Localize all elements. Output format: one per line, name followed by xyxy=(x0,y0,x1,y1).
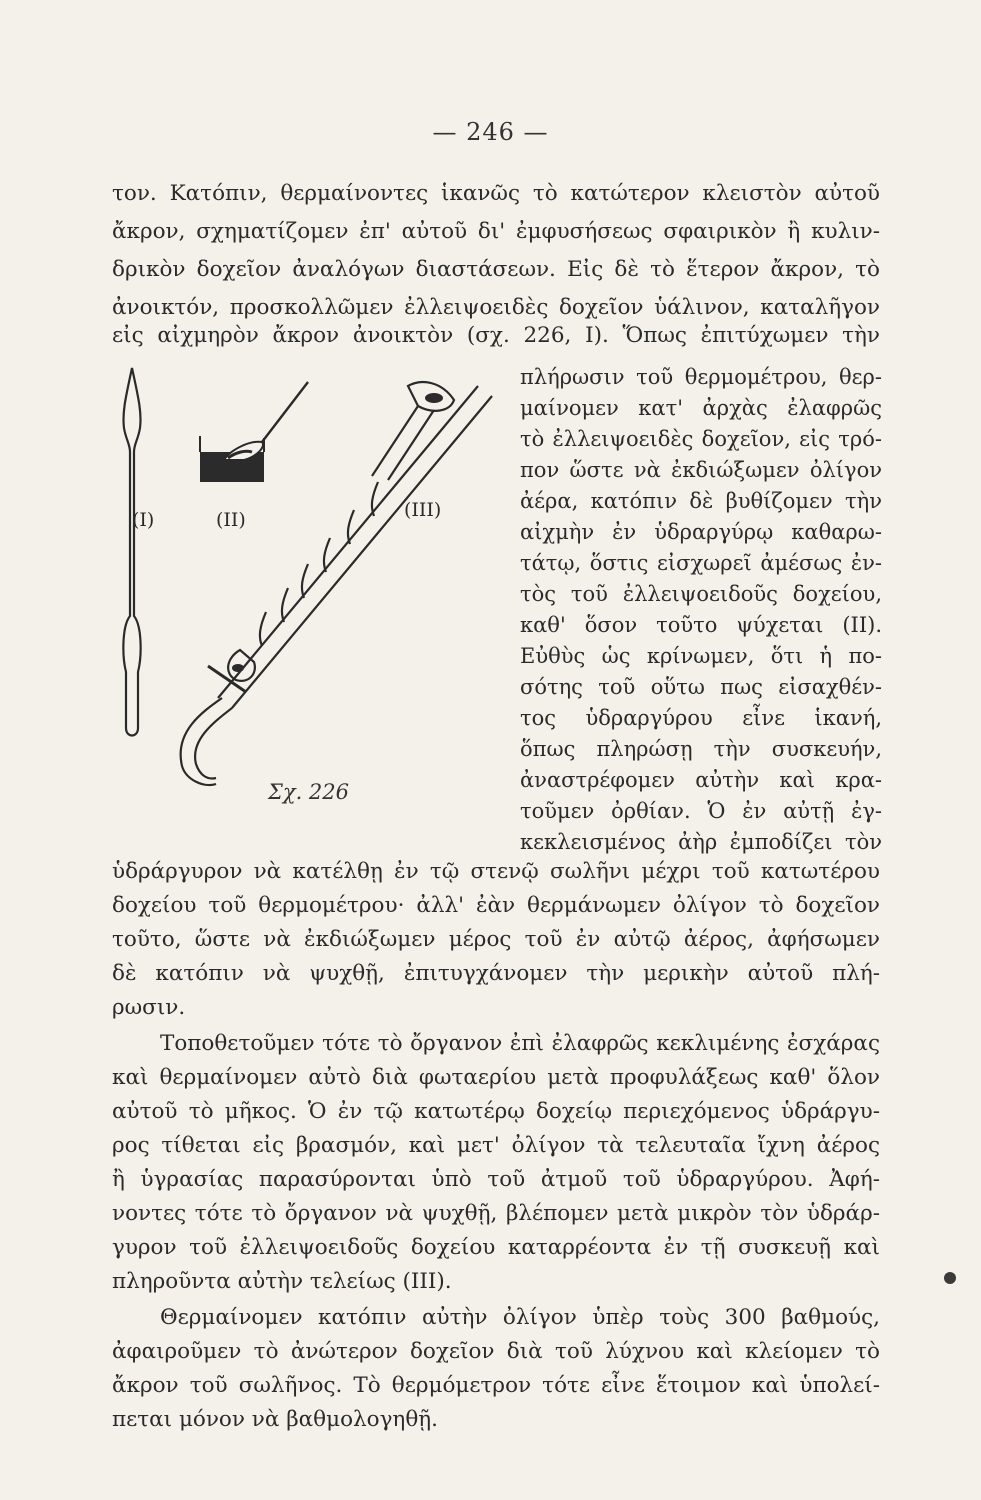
column-line: τοῦμεν ὀρθίαν. Ὁ ἐν αὐτῇ ἐγ- xyxy=(520,799,882,823)
text-line: τον. Κατόπιν, θερμαίνοντες ἱκανῶς τὸ κατώτερον κλειστὸν αὐτοῦ xyxy=(112,181,880,206)
thermometer-one-drawing xyxy=(123,368,140,736)
text-line: γυρον τοῦ ἐλλειψοειδοῦς δοχείου καταρρέοντα ἐν τῇ συσκευῇ καὶ xyxy=(112,1235,880,1260)
text-line: νοντες τότε τὸ ὄργανον νὰ ψυχθῇ, βλέπομεν μετὰ μικρὸν τὸν ὑδράρ- xyxy=(112,1201,880,1226)
column-line: τος ὑδραργύρου εἶνε ἱκανή, xyxy=(520,706,882,730)
column-line: πλήρωσιν τοῦ θερμομέτρου, θερ- xyxy=(520,365,882,389)
text-line: ἀφαιροῦμεν τὸ ἀνώτερον δοχεῖον διὰ τοῦ λύχνου καὶ κλείομεν τὸ xyxy=(112,1339,880,1364)
text-line: αὐτοῦ τὸ μῆκος. Ὁ ἐν τῷ κατωτέρῳ δοχείῳ περιεχόμενος ὑδράργυ- xyxy=(112,1099,880,1124)
figure-label-three: (III) xyxy=(404,499,442,521)
text-line: ἀνοικτόν, προσκολλῶμεν ἐλλειψοειδὲς δοχεῖον ὑάλινον, καταλῆγον xyxy=(112,295,880,320)
text-line: ὑδράργυρον νὰ κατέλθῃ ἐν τῷ στενῷ σωλῆνι μέχρι τοῦ κατωτέρου xyxy=(112,859,880,884)
inclined-tube-drawing xyxy=(181,382,492,785)
text-line: ρος τίθεται εἰς βρασμόν, καὶ μετ' ὀλίγον τὰ τελευταῖα ἴχνη ἀέρος xyxy=(112,1133,880,1158)
column-line: καθ' ὅσον τοῦτο ψύχεται (ΙΙ). xyxy=(520,613,882,637)
column-line: τὸ ἐλλειψοειδὲς δοχεῖον, εἰς τρό- xyxy=(520,427,882,451)
text-line: Τοποθετοῦμεν τότε τὸ ὄργανον ἐπὶ ἐλαφρῶς κεκλιμένης ἐσχάρας xyxy=(160,1031,880,1056)
column-line: πον ὥστε νὰ ἐκδιώξωμεν ὀλίγον xyxy=(520,458,882,482)
mercury-dish-drawing xyxy=(200,382,308,482)
text-line: δρικὸν δοχεῖον ἀναλόγων διαστάσεων. Εἰς δὲ τὸ ἕτερον ἄκρον, τὸ xyxy=(112,257,880,282)
figure-label-two: (II) xyxy=(216,509,246,531)
page-number: — 246 — xyxy=(432,118,549,146)
thermometer-illustration xyxy=(112,356,512,796)
column-line: αἰχμὴν ἐν ὑδραργύρῳ καθαρω- xyxy=(520,520,882,544)
column-line: Εὐθὺς ὡς κρίνωμεν, ὅτι ἡ πο- xyxy=(520,644,882,668)
text-line: ἄκρον τοῦ σωλῆνος. Τὸ θερμόμετρον τότε εἶνε ἕτοιμον καὶ ὑπολεί- xyxy=(112,1373,880,1398)
figure-label-one: (I) xyxy=(132,509,155,531)
text-line: πεται μόνον νὰ βαθμολογηθῇ. xyxy=(112,1407,438,1432)
column-line: ὅπως πληρώσῃ τὴν συσκευήν, xyxy=(520,737,882,761)
mercury-drops-drawing xyxy=(232,393,443,672)
text-line: δοχείου τοῦ θερμομέτρου· ἀλλ' ἐὰν θερμάνωμεν ὀλίγον τὸ δοχεῖον xyxy=(112,893,880,918)
text-line: ἢ ὑγρασίας παρασύρονται ὑπὸ τοῦ ἀτμοῦ τοῦ ὑδραργύρου. Ἀφή- xyxy=(112,1167,880,1192)
text-line: ρωσιν. xyxy=(112,995,186,1020)
text-line: πληροῦντα αὐτὴν τελείως (ΙΙΙ). xyxy=(112,1269,452,1294)
figure-caption: Σχ. 226 xyxy=(268,780,350,804)
text-line: τοῦτο, ὥστε νὰ ἐκδιώξωμεν μέρος τοῦ ἐν αὐτῷ ἀέρος, ἀφήσωμεν xyxy=(112,927,880,952)
column-line: μαίνομεν κατ' ἀρχὰς ἐλαφρῶς xyxy=(520,396,882,420)
column-line: κεκλεισμένος ἀὴρ ἐμποδίζει τὸν xyxy=(520,830,882,854)
text-line: καὶ θερμαίνομεν αὐτὸ διὰ φωταερίου μετὰ προφυλάξεως καθ' ὅλον xyxy=(112,1065,880,1090)
column-line: ἀναστρέφομεν αὐτὴν καὶ κρα- xyxy=(520,768,882,792)
column-line: τὸς τοῦ ἐλλειψοειδοῦς δοχείου, xyxy=(520,582,882,606)
column-line: τάτῳ, ὅστις εἰσχωρεῖ ἀμέσως ἐν- xyxy=(520,551,882,575)
text-line: εἰς αἰχμηρὸν ἄκρον ἀνοικτὸν (σχ. 226, Ι). Ὅπως ἐπιτύχωμεν τὴν xyxy=(112,323,880,348)
text-line: ἄκρον, σχηματίζομεν ἐπ' αὐτοῦ δι' ἐμφυσήσεως σφαιρικὸν ἢ κυλιν- xyxy=(112,219,880,244)
text-line: Θερμαίνομεν κατόπιν αὐτὴν ὀλίγον ὑπὲρ τοὺς 300 βαθμούς, xyxy=(160,1305,880,1330)
ink-speck xyxy=(944,1272,956,1284)
text-line: δὲ κατόπιν νὰ ψυχθῇ, ἐπιτυγχάνομεν τὴν μερικὴν αὐτοῦ πλή- xyxy=(112,961,880,986)
column-line: σότης τοῦ οὕτω πως εἰσαχθέν- xyxy=(520,675,882,699)
column-line: ἀέρα, κατόπιν δὲ βυθίζομεν τὴν xyxy=(520,489,882,513)
figure-226 xyxy=(112,356,512,796)
